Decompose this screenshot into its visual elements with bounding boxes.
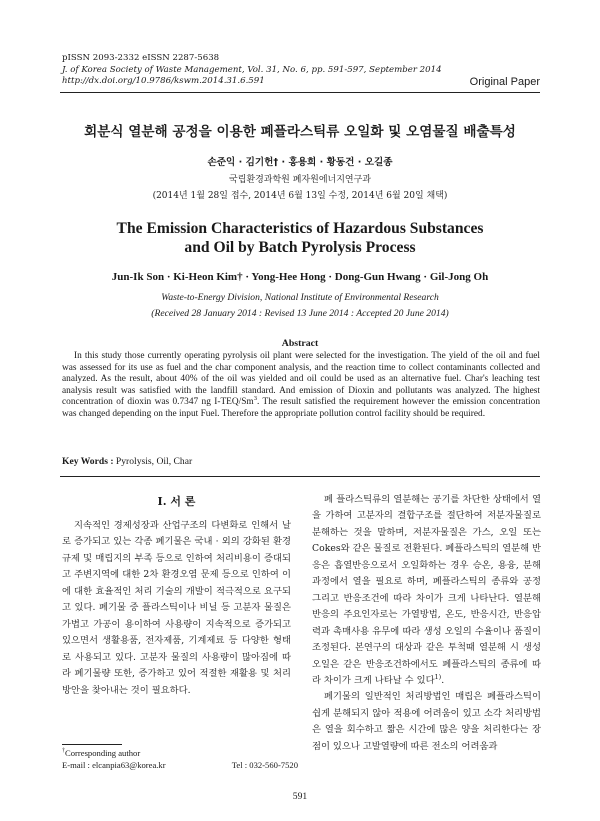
intro-paragraph-1: 지속적인 경제성장과 산업구조의 다변화로 인해서 날로 증가되고 있는 각종 폐기물은 국내 · 외의 강화된 환경규제 및 매립지의 부족 등으로 인하여 처리비용이 증대되고 주변지역에 대한 2차 환경오염 문제 등으로 인하여 이에 대한 효율적인 처리 기술의 개발이 적극적으로 요구되고 있다. 폐기물 중 플라스틱이나 비닐 등 고분자 물질은 가볍고 가공이 용이하여 사용량이 지속적으로 증가되고 있으면서 생활용품, 전자제품, 기계제료 등 다양한 형태로 사용되고 있다. 고분자 물질의 사용량이 많아짐에 따라 폐기물량 또한, 증가하고 있어 적절한 재활용 및 처리방안을 찾아내는 것이 필요하다.: [62, 520, 291, 696]
footnote-divider: [62, 744, 122, 745]
abstract-heading: Abstract: [281, 338, 319, 349]
korean-authors: 손준익 · 김기헌† · 홍용희 · 황동건 · 오길종: [207, 157, 393, 168]
footnote-contact-row: [62, 759, 302, 771]
korean-dates: (2014년 1월 28일 접수, 2014년 6월 13일 수정, 2014년 6월 20일 채택): [152, 191, 448, 201]
intro-paragraph-3: 폐기물의 일반적인 처리방법인 매립은 폐플라스틱이 쉽게 분해되지 않아 적용에 어려움이 있고 소각 처리방법은 열을 회수하고 짧은 시간에 많은 양을 처리한다는 장점이 있으나 고발열량에 따른 전소의 어려움과: [312, 691, 541, 752]
page-number: 591: [292, 791, 308, 802]
english-authors: Jun-Ik Son · Ki-Heon Kim† · Yong-Hee Hong · Dong-Gun Hwang · Gil-Jong Oh: [111, 271, 489, 283]
abstract-superscript: 3: [253, 395, 257, 403]
keywords-label: Key Words :: [62, 456, 114, 467]
abstract-body: [62, 351, 540, 421]
intro-paragraph-2: [312, 492, 541, 689]
citation-ref-1[interactable]: 1): [434, 672, 442, 681]
korean-title: 회분식 열분해 공정을 이용한 폐플라스틱류 오일화 및 오염물질 배출특성: [84, 124, 516, 140]
footnote-label: Corresponding author: [65, 748, 141, 758]
journal-citation: J. of Korea Society of Waste Management, Vol. 31, No. 6, pp. 591-597, September 2014: [62, 64, 442, 75]
footnote-label-line: [62, 747, 302, 759]
english-title-line2: and Oil by Batch Pyrolysis Process: [184, 239, 416, 256]
intro-paragraph-2-text: 폐 플라스틱류의 열분해는 공기를 차단한 상태에서 열을 가하여 고분자의 결합구조를 절단하여 저분자물질로 분해하는 것을 말하며, 저분자물질은 가스, 오일 또는 Cokes와 같은 물질로 전환된다. 폐플라스틱의 열분해 반응은 흡열반응으로서 오일화하는 경우 승온, 용융, 분해과정에서 열을 필요로 하며, 폐플라스틱의 종류와 공정 그리고 반응조건에 따라 차이가 크게 나타난다. 열분해 반응의 주요인자로는 가열방법, 온도, 반응시간, 반응압력과 촉매사용 유무에 따라 생성 오일의 수율이나 품질이 조정된다. 본연구의 대상과 같은 투척때 열분해 시 생성오일은 같은 반응조건하에서도 폐플라스틱의 종류에 따라 차이가 크게 나타날 수 있다: [312, 494, 541, 686]
english-title: [60, 219, 540, 257]
english-dates: (Received 28 January 2014 : Revised 13 June 2014 : Accepted 20 June 2014): [151, 308, 449, 319]
body-column-left: [62, 518, 291, 699]
keywords: [62, 456, 540, 467]
body-column-right: [312, 492, 541, 755]
abstract-text-1: In this study those currently operating pyrolysis oil plant were selected for the investigation. The yield of the oil and fuel was assessed for its use as fuel and the char component analysis, and the reaction time to collect contaminants collected and analyzed. As the result, about 40% of the oil was yielded and oil could be used as an alternative fuel. Char's leaching test analysis result was satisfied with the landfill standard. And emission of Dioxin and pollutants was analyzed. The highest concentration of dioxin was 0.7347 ng I-TEQ/Sm: [62, 351, 540, 408]
doi-link[interactable]: http://dx.doi.org/10.9786/kswm.2014.31.6.591: [62, 76, 265, 87]
abstract-text-2: . The result satisfied the requirement however the emission concentration was changed depending on the input Fuel. Therefore the appropriate pollution control facility should be required.: [62, 397, 540, 419]
dagger-marker: †: [62, 748, 66, 755]
english-affiliation: Waste-to-Energy Division, National Institute of Environmental Research: [161, 292, 439, 303]
intro-paragraph-2-end: .: [441, 674, 445, 686]
corresponding-author-footnote: [62, 747, 302, 771]
issn-line: pISSN 2093-2332 eISSN 2287-5638: [62, 53, 220, 63]
section-heading-introduction: I. 서 론: [157, 495, 196, 508]
keywords-divider: [60, 476, 540, 477]
header-divider: [60, 92, 540, 93]
footnote-email[interactable]: E-mail : elcanpia63@korea.kr: [62, 760, 166, 770]
korean-affiliation: 국립환경과학원 폐자원에너지연구과: [229, 175, 371, 185]
english-title-line1: The Emission Characteristics of Hazardous Substances: [116, 220, 484, 237]
keywords-value: Pyrolysis, Oil, Char: [113, 456, 193, 467]
footnote-tel: Tel : 032-560-7520: [231, 760, 298, 770]
article-type-badge: Original Paper: [469, 76, 540, 88]
